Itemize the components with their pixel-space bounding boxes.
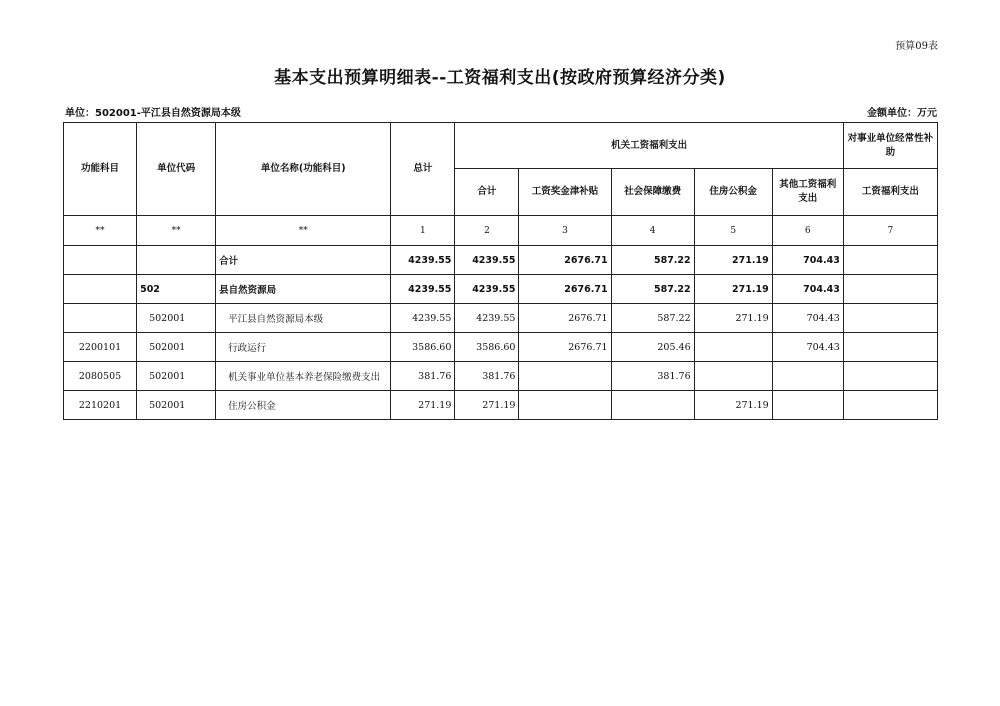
cell-code — [137, 246, 216, 275]
cell-housing — [694, 333, 772, 362]
index-cell: 3 — [519, 216, 611, 246]
cell-func — [64, 246, 137, 275]
cell-name: 住房公积金 — [216, 391, 391, 420]
cell-total: 381.76 — [391, 362, 455, 391]
header-other-welfare: 其他工资福利支出 — [772, 169, 843, 216]
cell-code: 502001 — [137, 304, 216, 333]
cell-welfare — [843, 275, 937, 304]
header-salary-bonus: 工资奖金津补贴 — [519, 169, 611, 216]
cell-sum: 3586.60 — [455, 333, 519, 362]
cell-name: 机关事业单位基本养老保险缴费支出 — [216, 362, 391, 391]
table-row — [64, 362, 938, 391]
cell-name: 县自然资源局 — [216, 275, 391, 304]
cell-housing: 271.19 — [694, 304, 772, 333]
cell-other: 704.43 — [772, 304, 843, 333]
cell-func — [64, 304, 137, 333]
cell-salary: 2676.71 — [519, 246, 611, 275]
cell-sum: 271.19 — [455, 391, 519, 420]
index-cell: ** — [137, 216, 216, 246]
index-cell: ** — [216, 216, 391, 246]
cell-total: 4239.55 — [391, 246, 455, 275]
table-row — [64, 333, 938, 362]
table-row-department — [64, 275, 938, 304]
cell-welfare — [843, 362, 937, 391]
cell-sum: 4239.55 — [455, 304, 519, 333]
cell-salary: 2676.71 — [519, 333, 611, 362]
table-row — [64, 304, 938, 333]
index-cell: 4 — [611, 216, 694, 246]
table-row — [64, 391, 938, 420]
amount-unit-label: 金额单位：万元 — [867, 108, 937, 119]
cell-sum: 4239.55 — [455, 275, 519, 304]
header-total: 总计 — [391, 123, 455, 216]
cell-housing: 271.19 — [694, 391, 772, 420]
cell-name: 合计 — [216, 246, 391, 275]
cell-other — [772, 391, 843, 420]
budget-table — [63, 122, 938, 420]
header-sum: 合计 — [455, 169, 519, 216]
cell-sum: 381.76 — [455, 362, 519, 391]
cell-total: 4239.55 — [391, 275, 455, 304]
cell-social: 587.22 — [611, 304, 694, 333]
cell-name: 行政运行 — [216, 333, 391, 362]
cell-housing: 271.19 — [694, 275, 772, 304]
cell-salary: 2676.71 — [519, 275, 611, 304]
header-agency-welfare-group: 机关工资福利支出 — [455, 123, 843, 169]
index-cell: 2 — [455, 216, 519, 246]
header-social-security: 社会保障缴费 — [611, 169, 694, 216]
index-row — [64, 216, 938, 246]
cell-code: 502001 — [137, 333, 216, 362]
cell-social: 205.46 — [611, 333, 694, 362]
cell-housing — [694, 362, 772, 391]
cell-housing: 271.19 — [694, 246, 772, 275]
index-cell: 5 — [694, 216, 772, 246]
cell-salary — [519, 362, 611, 391]
cell-func: 2200101 — [64, 333, 137, 362]
cell-welfare — [843, 246, 937, 275]
cell-func: 2210201 — [64, 391, 137, 420]
cell-social: 587.22 — [611, 246, 694, 275]
cell-other: 704.43 — [772, 333, 843, 362]
cell-code: 502 — [137, 275, 216, 304]
cell-social — [611, 391, 694, 420]
cell-total: 271.19 — [391, 391, 455, 420]
cell-name: 平江县自然资源局本级 — [216, 304, 391, 333]
header-welfare-expense: 工资福利支出 — [843, 169, 937, 216]
table-row-total — [64, 246, 938, 275]
cell-salary — [519, 391, 611, 420]
cell-sum: 4239.55 — [455, 246, 519, 275]
cell-social: 587.22 — [611, 275, 694, 304]
form-number: 预算09表 — [895, 41, 938, 52]
unit-label: 单位：502001-平江县自然资源局本级 — [65, 108, 241, 119]
cell-total: 4239.55 — [391, 304, 455, 333]
cell-func — [64, 275, 137, 304]
cell-other: 704.43 — [772, 275, 843, 304]
cell-welfare — [843, 333, 937, 362]
header-func-subject: 功能科目 — [64, 123, 137, 216]
cell-welfare — [843, 304, 937, 333]
header-housing-fund: 住房公积金 — [694, 169, 772, 216]
cell-total: 3586.60 — [391, 333, 455, 362]
cell-social: 381.76 — [611, 362, 694, 391]
index-cell: ** — [64, 216, 137, 246]
header-unit-name: 单位名称(功能科目) — [216, 123, 391, 216]
header-unit-code: 单位代码 — [137, 123, 216, 216]
cell-code: 502001 — [137, 391, 216, 420]
cell-func: 2080505 — [64, 362, 137, 391]
index-cell: 7 — [843, 216, 937, 246]
index-cell: 1 — [391, 216, 455, 246]
cell-salary: 2676.71 — [519, 304, 611, 333]
index-cell: 6 — [772, 216, 843, 246]
page-title: 基本支出预算明细表--工资福利支出(按政府预算经济分类) — [274, 68, 726, 88]
header-subsidy-group: 对事业单位经常性补助 — [843, 123, 937, 169]
cell-code: 502001 — [137, 362, 216, 391]
cell-other — [772, 362, 843, 391]
cell-welfare — [843, 391, 937, 420]
cell-other: 704.43 — [772, 246, 843, 275]
